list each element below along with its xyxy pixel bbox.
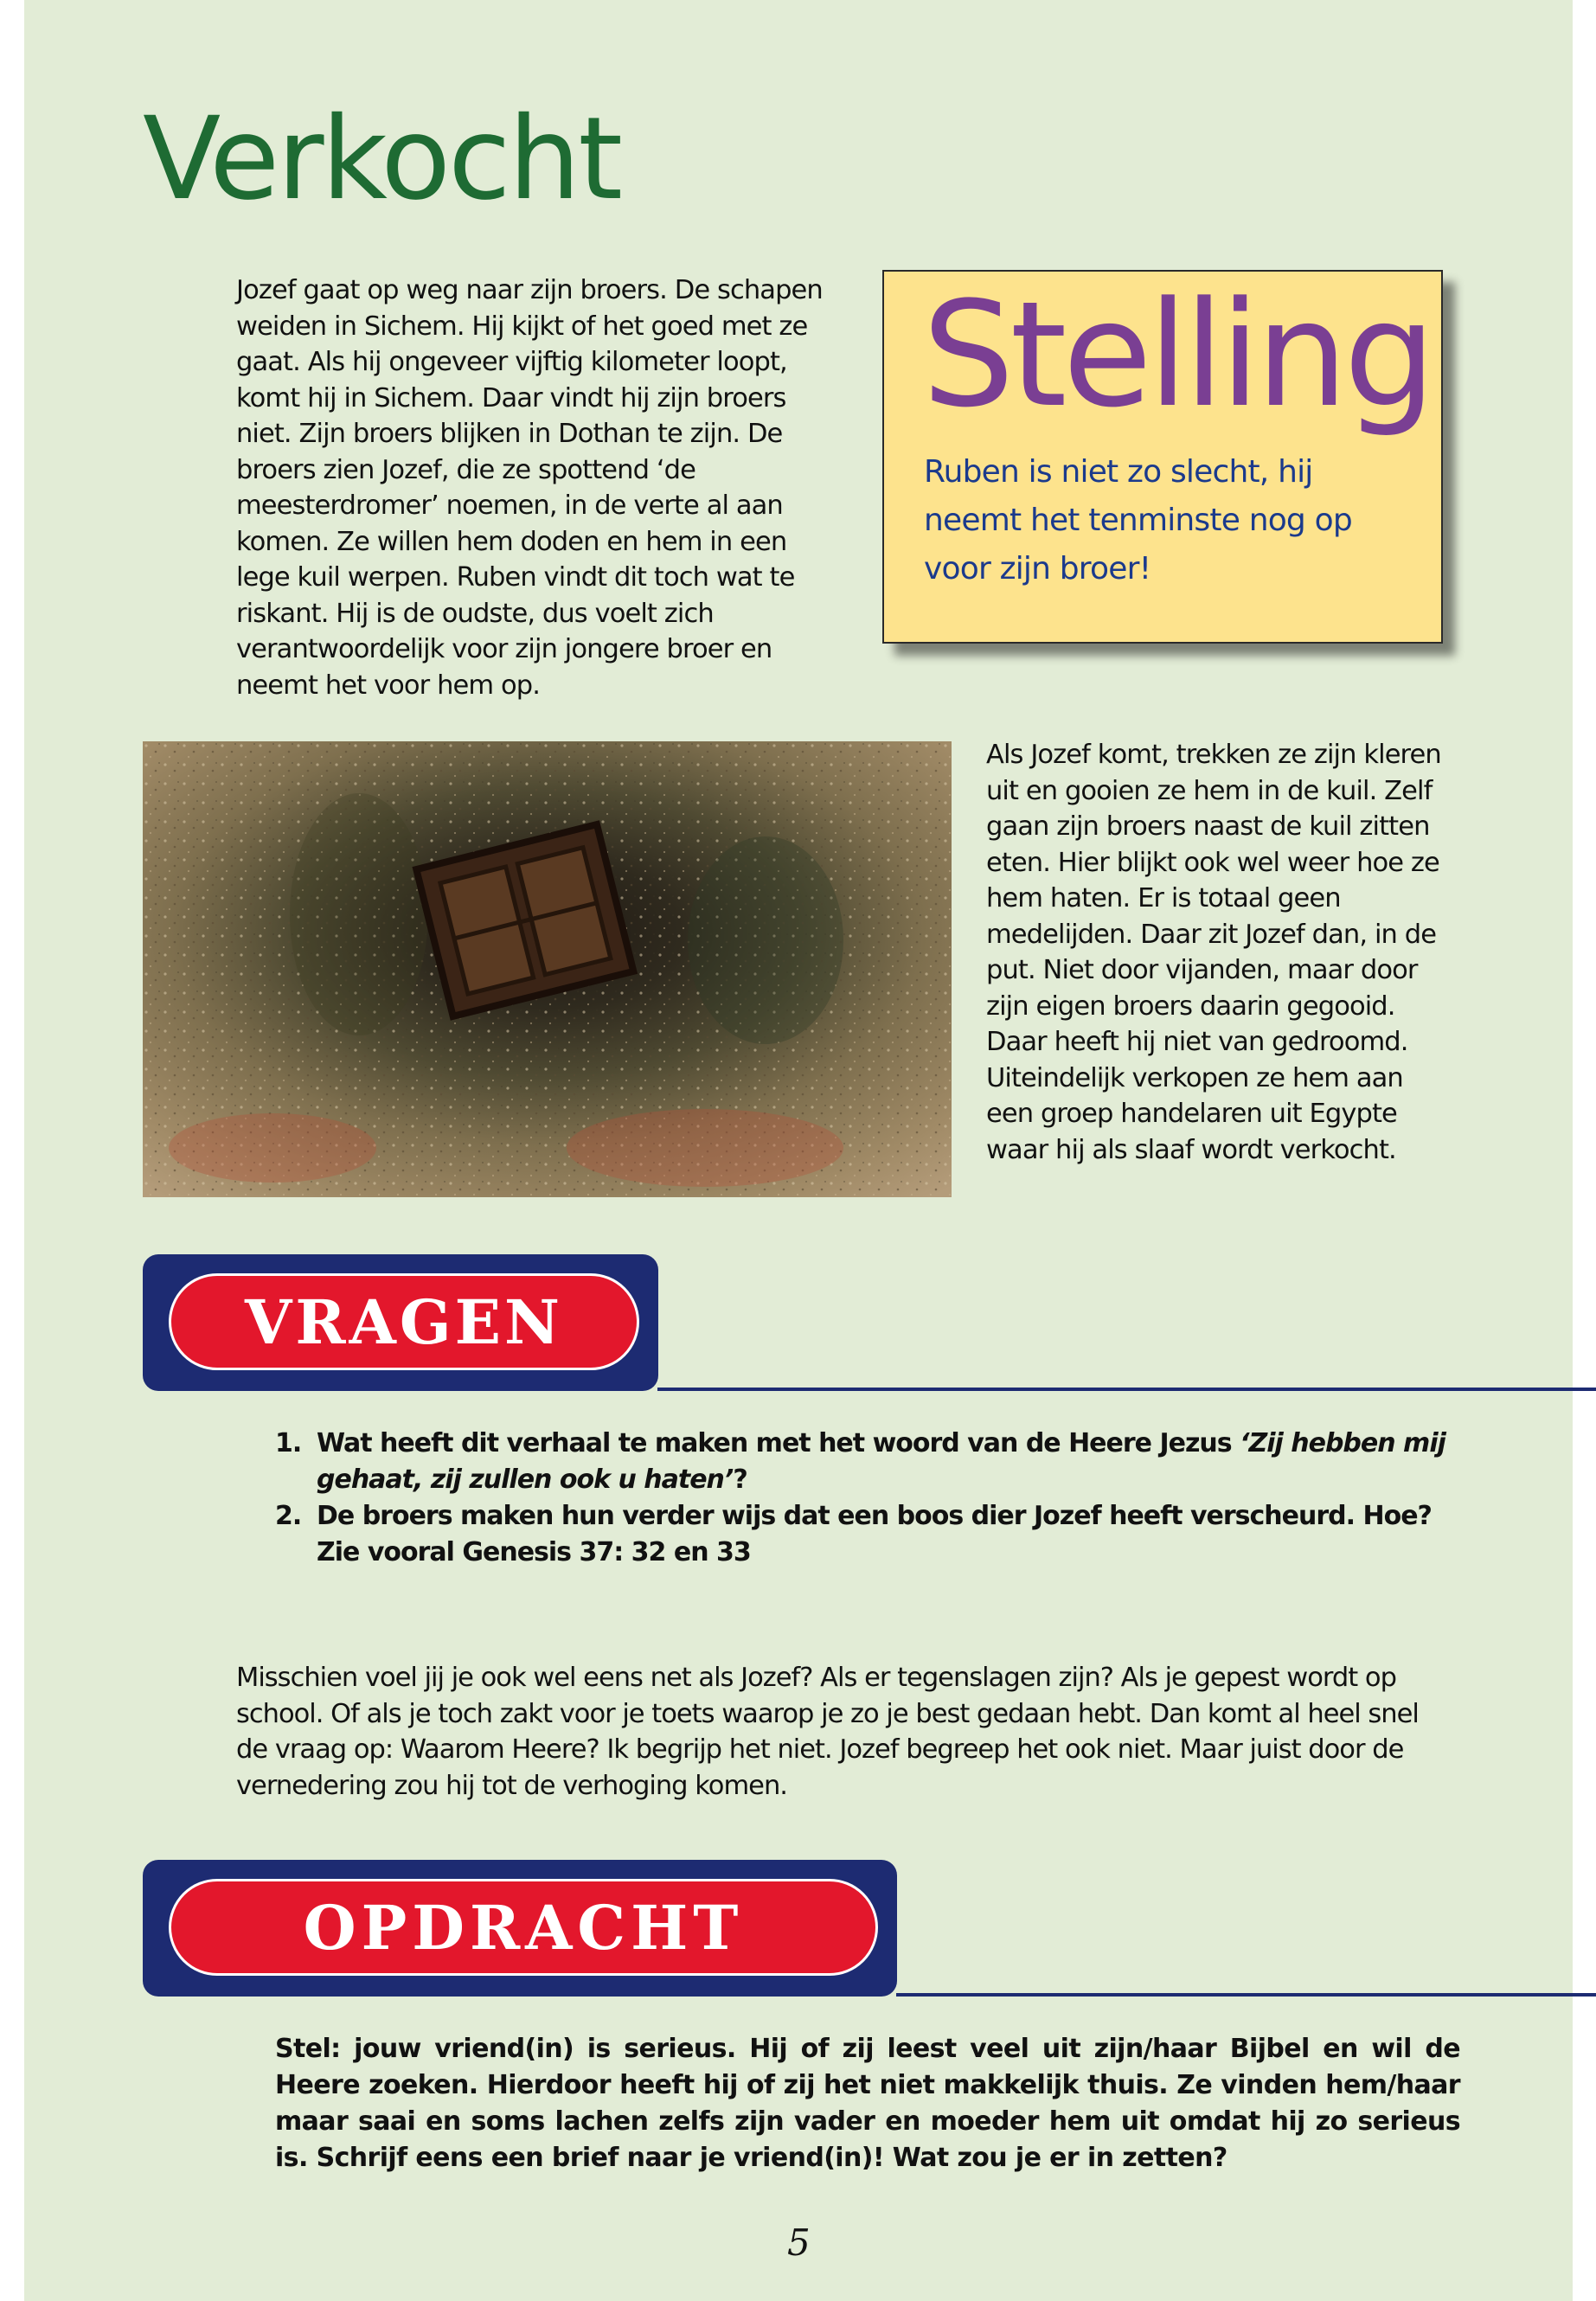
question-text: Wat heeft dit verhaal te maken met het woord van de Heere Jezus — [317, 1428, 1240, 1458]
well-photo — [143, 741, 952, 1197]
question-text: De broers maken hun verder wijs dat een boos dier Jozef heeft verscheurd. Hoe? Zie vooral Genesis 37: 32 en 33 — [317, 1501, 1432, 1567]
reflection-paragraph: Misschien voel jij je ook wel eens net als Jozef? Als er tegenslagen zijn? Als je gepest wordt op school. Of als je toch zakt voor je toets waarop je zo je best gedaan hebt. Dan komt al heel snel de vraag op: Waarom Heere? Ik begrijp het niet. Jozef begreep het ook niet. Maar juist door de vernedering zou hij tot de verhoging komen. — [236, 1663, 1419, 1801]
assignment-text: Stel: jouw vriend(in) is serieus. Hij of zij leest veel uit zijn/haar Bijbel en wil de Heere zoeken. Hierdoor heeft hij of zij het niet makkelijk thuis. Ze vinden hem/haar maar saai en soms lachen zelfs zijn vader en moeder hem uit omdat hij zo serieus is. Schrijf eens een brief naar je vriend(in)! Wat zou je er in zetten? — [275, 2034, 1460, 2173]
question-list — [275, 1426, 1469, 1571]
vragen-label: VRAGEN — [245, 1285, 563, 1358]
opdracht-label: OPDRACHT — [303, 1891, 744, 1964]
stelling-heading: Stelling — [922, 270, 1433, 439]
stelling-box — [882, 270, 1443, 644]
page-title: Verkocht — [143, 93, 621, 226]
stelling-text: Ruben is niet zo slecht, hij neemt het tenminste nog op voor zijn broer! — [924, 454, 1352, 586]
question-number: 1. — [275, 1428, 302, 1458]
opdracht-divider — [896, 1993, 1596, 1997]
question-text-end: ? — [733, 1465, 747, 1495]
vragen-banner — [143, 1254, 658, 1391]
question-item — [275, 1426, 1469, 1498]
vragen-pill — [169, 1273, 639, 1370]
page-number: 5 — [787, 2221, 811, 2264]
story-paragraph-2: Als Jozef komt, trekken ze zijn kleren uit en gooien ze hem in de kuil. Zelf gaan zijn broers naast de kuil zitten eten. Hier blijkt ook wel weer hoe ze hem haten. Er is totaal geen medelijden. Daar zit Jozef dan, in de put. Niet door vijanden, maar door zijn eigen broers daarin gegooid. Daar heeft hij niet van gedroomd. Uiteindelijk verkopen ze hem aan een groep handelaren uit Egypte waar hij als slaaf wordt verkocht. — [986, 740, 1441, 1165]
question-quote: ‘Zij hebben mij gehaat, zij zullen ook u haten’ — [317, 1428, 1445, 1495]
opdracht-pill — [169, 1879, 878, 1976]
vragen-divider — [657, 1388, 1596, 1391]
opdracht-banner — [143, 1860, 897, 1997]
question-number: 2. — [275, 1501, 302, 1531]
question-item — [275, 1498, 1469, 1571]
story-paragraph-1: Jozef gaat op weg naar zijn broers. De schapen weiden in Sichem. Hij kijkt of het goed met ze gaat. Als hij ongeveer vijftig kilometer loopt, komt hij in Sichem. Daar vindt hij zijn broers niet. Zijn broers blijken in Dothan te zijn. De broers zien Jozef, die ze spottend ‘de meesterdromer’ noemen, in de verte al aan komen. Ze willen hem doden en hem in een lege kuil werpen. Ruben vindt dit toch wat te riskant. Hij is de oudste, dus voelt zich verantwoordelijk voor zijn jongere broer en neemt het voor hem op. — [236, 275, 823, 701]
